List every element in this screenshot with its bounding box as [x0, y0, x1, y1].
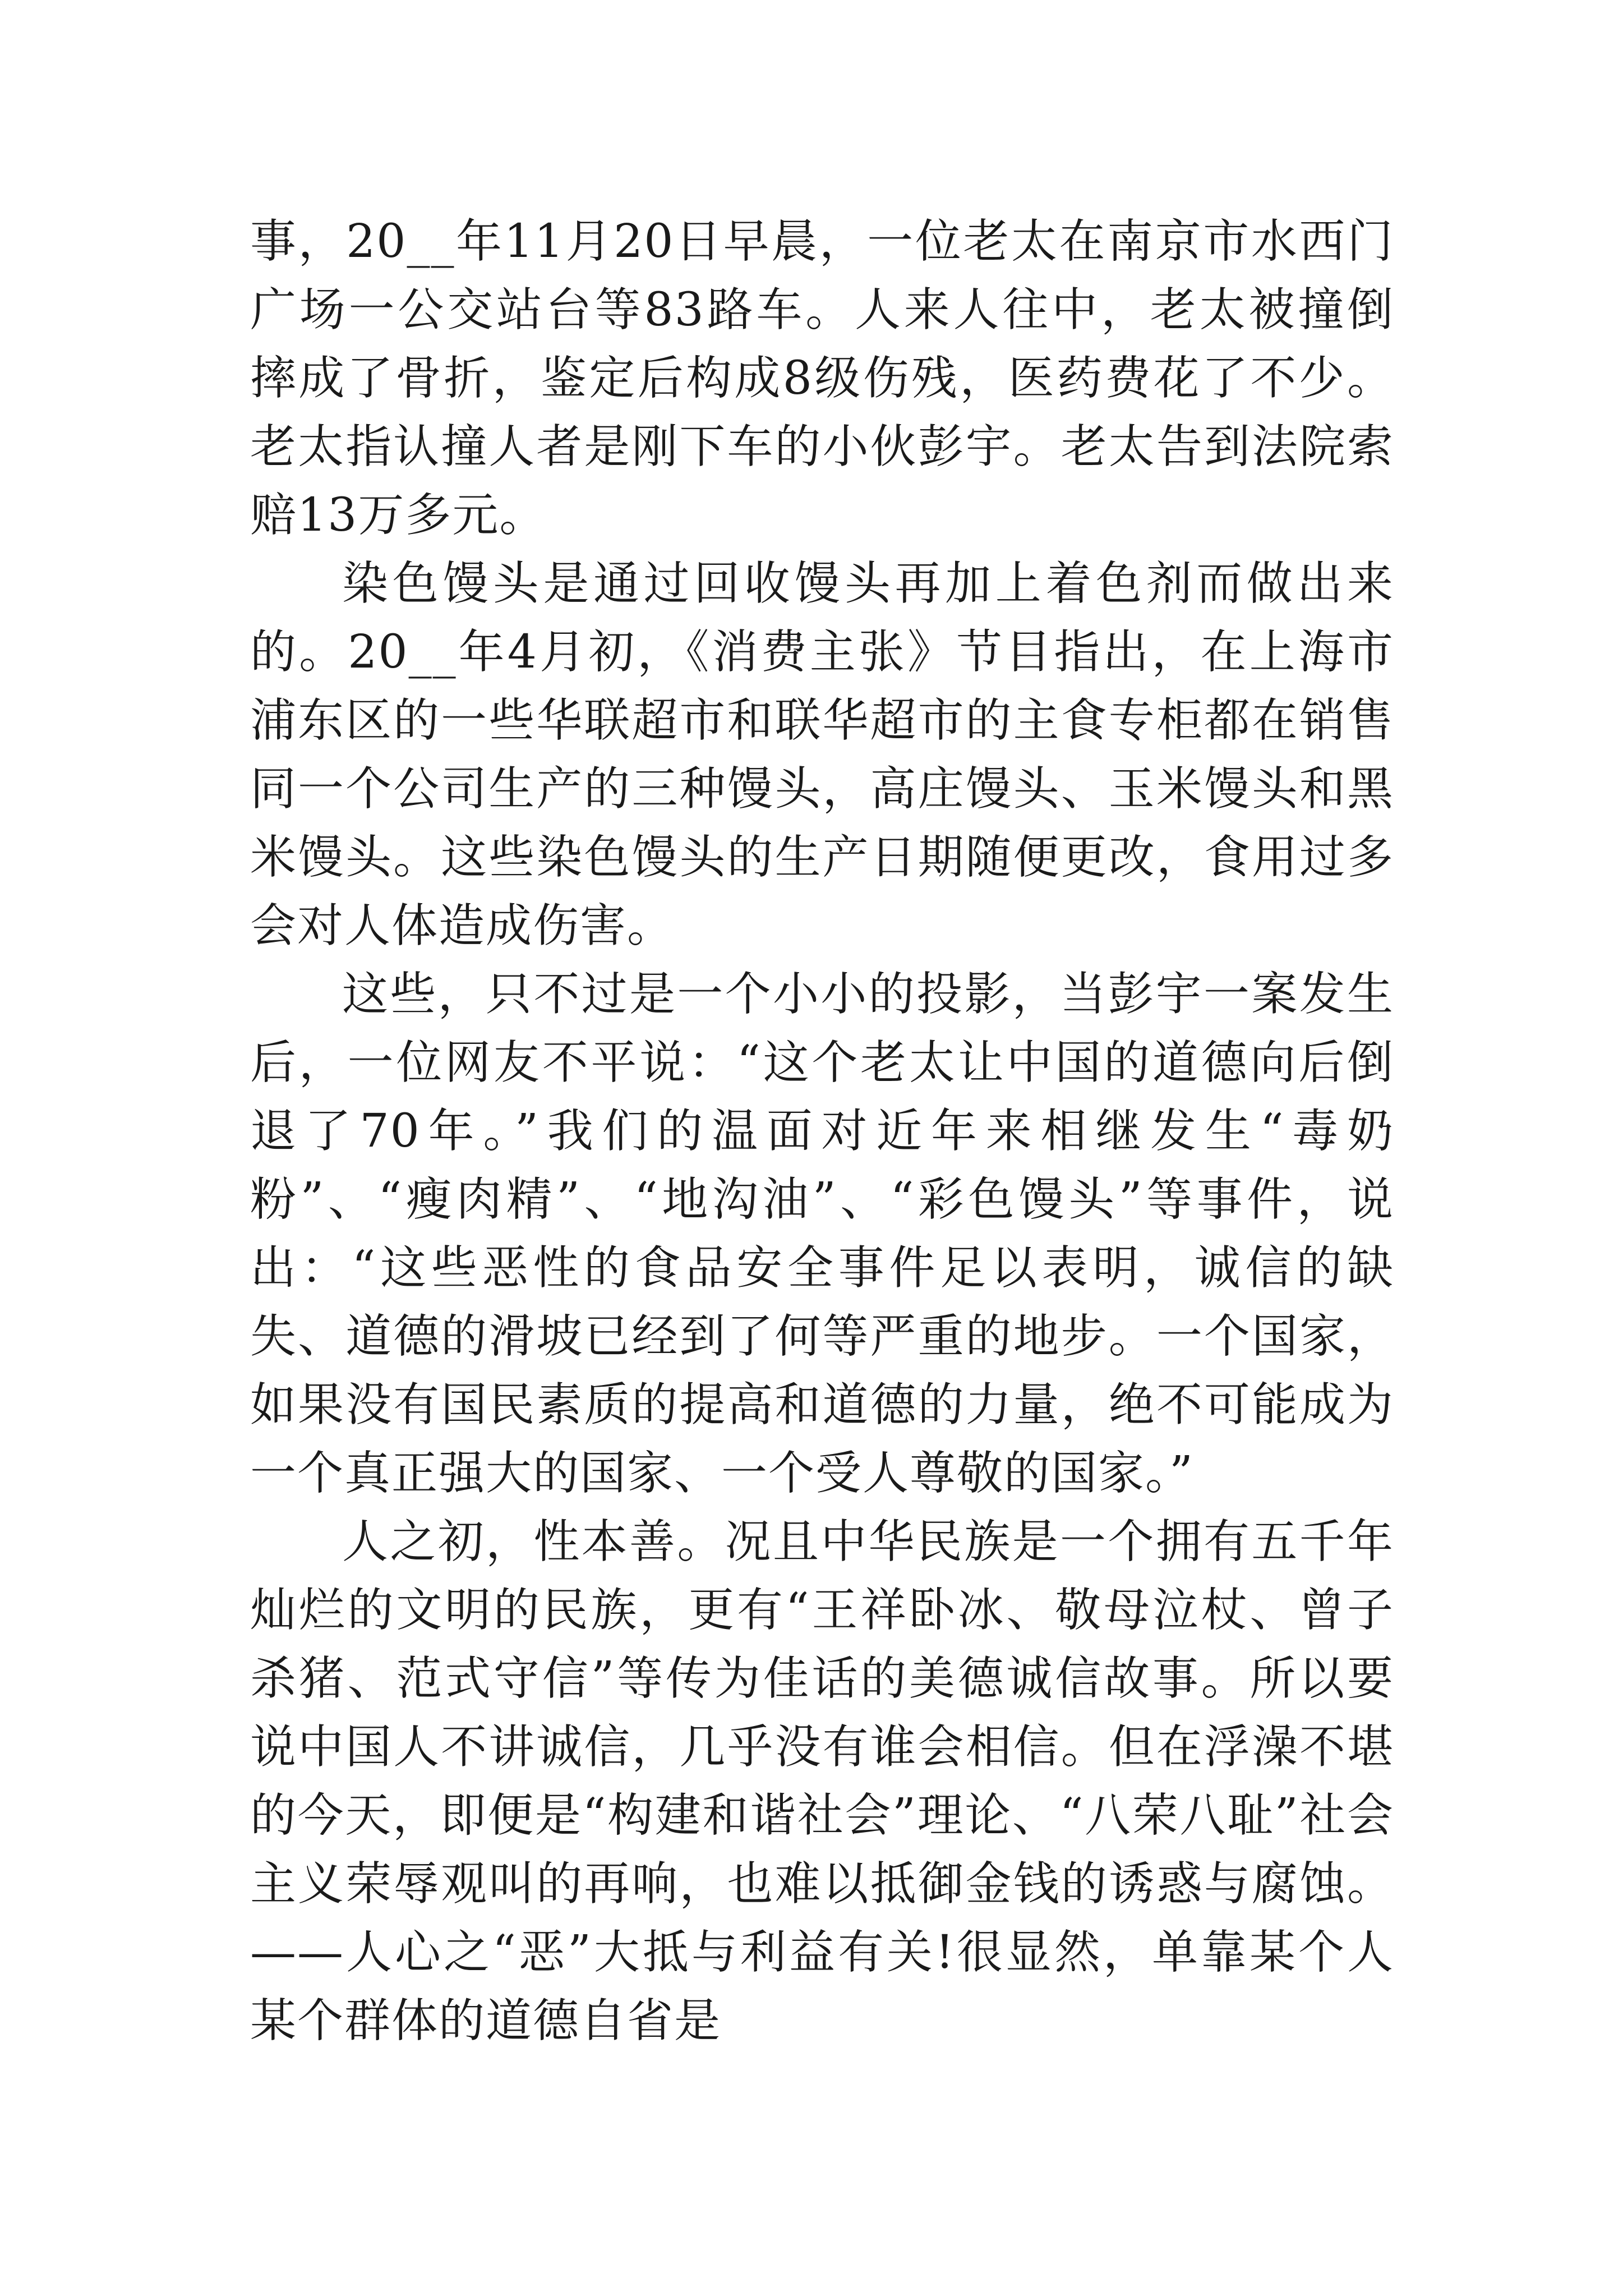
paragraph-1: 事，20__年11月20日早晨，一位老太在南京市水西门广场一公交站台等83路车。人来人往中，老太被撞倒摔成了骨折，鉴定后构成8级伤残，医药费花了不少。老太指认撞人者是刚下车的小伙彭宇。老太告到法院索赔13万多元。 — [250, 215, 1394, 542]
paragraph-4: 人之初，性本善。况且中华民族是一个拥有五千年灿烂的文明的民族，更有“王祥卧冰、敬母泣杖、曾子杀猪、范式守信”等传为佳话的美德诚信故事。所以要说中国人不讲诚信，几乎没有谁会相信。但在浮澡不堪的今天，即便是“构建和谐社会”理论、“八荣八耻”社会主义荣辱观叫的再响，也难以抵御金钱的诱惑与腐蚀。——人心之“恶”大抵与利益有关!很显然，单靠某个人某个群体的道德自省是 — [250, 1515, 1394, 2047]
paragraph-3: 这些，只不过是一个小小的投影，当彭宇一案发生后，一位网友不平说：“这个老太让中国的道德向后倒退了70年。”我们的温面对近年来相继发生“毒奶粉”、“瘦肉精”、“地沟油”、“彩色馒头”等事件，说出：“这些恶性的食品安全事件足以表明，诚信的缺失、道德的滑坡已经到了何等严重的地步。一个国家，如果没有国民素质的提高和道德的力量，绝不可能成为一个真正强大的国家、一个受人尊敬的国家。” — [250, 968, 1394, 1500]
paragraph-2: 染色馒头是通过回收馒头再加上着色剂而做出来的。20__年4月初，《消费主张》节目指出，在上海市浦东区的一些华联超市和联华超市的主食专柜都在销售同一个公司生产的三种馒头，高庄馒头、玉米馒头和黑米馒头。这些染色馒头的生产日期随便更改，食用过多会对人体造成伤害。 — [250, 557, 1394, 953]
document-body — [250, 208, 1394, 2055]
